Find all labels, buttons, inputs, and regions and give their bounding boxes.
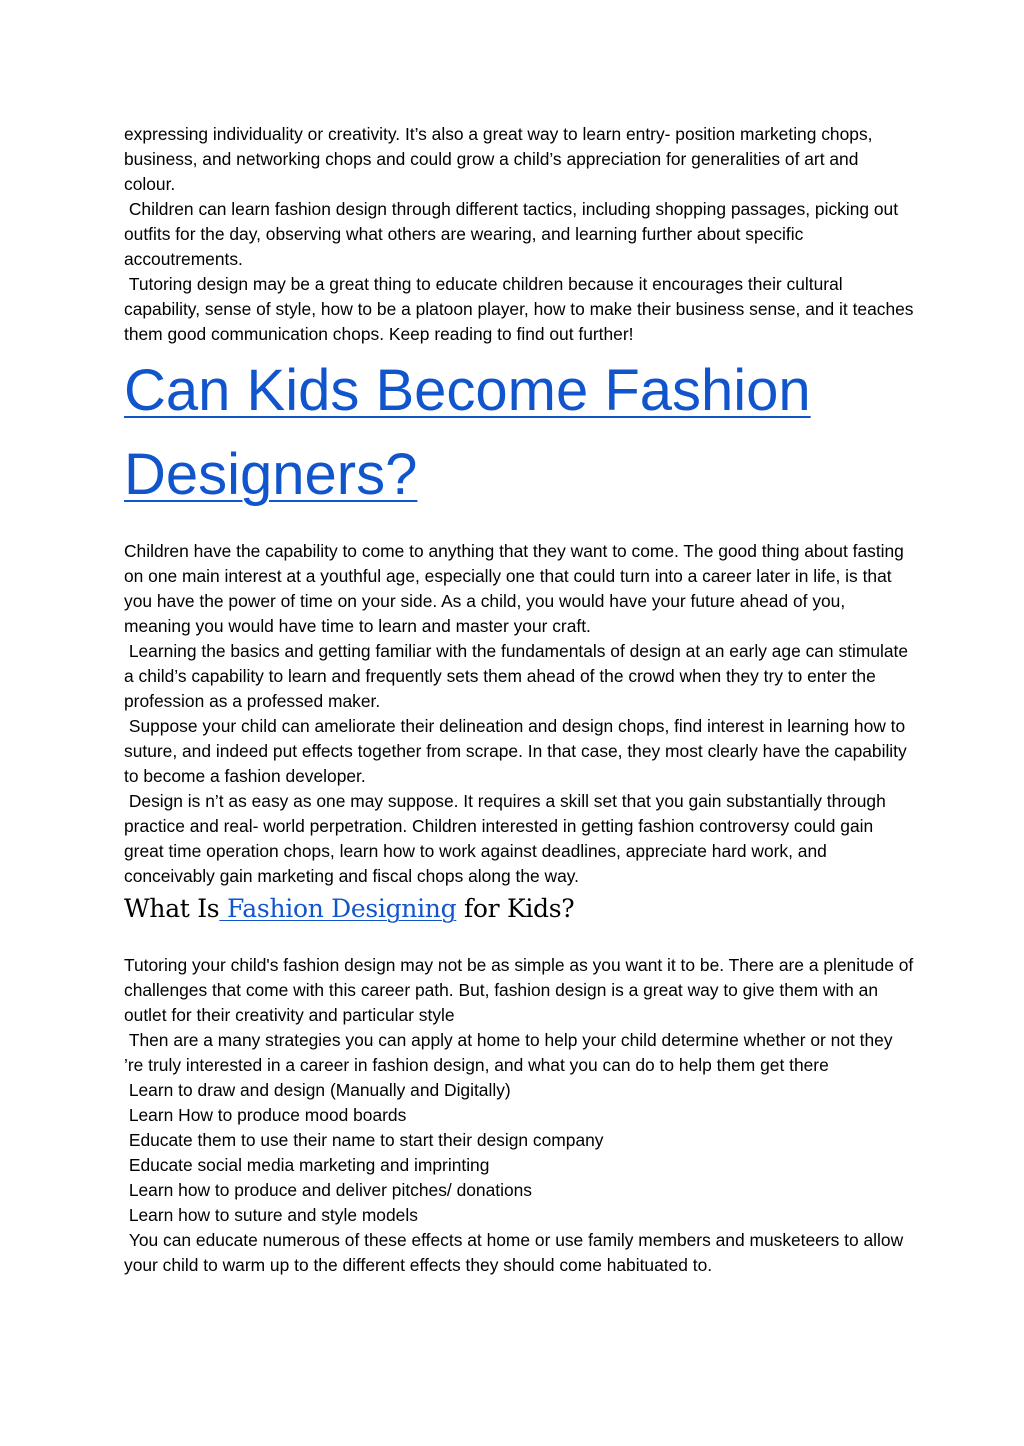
section2-paragraph: You can educate numerous of these effects at home or use family members and musketeers to allow your child to warm up to the different effects they should come habituated to.: [124, 1230, 908, 1275]
intro-paragraph: expressing individuality or creativity. It’s also a great way to learn entry- position marketing chops, business, and networking chops and could grow a child’s appreciation for generalities of art and colour.: [124, 124, 878, 194]
section1-paragraph: Children have the capability to come to anything that they want to come. The good thing about fasting on one main interest at a youthful age, especially one that could turn into a career later in life, is that you have the power of time on your side. As a child, you would have your future ahead of you, meaning you would have time to learn and master your craft.: [124, 541, 909, 636]
heading-what-is-fashion-designing: [124, 889, 914, 929]
section1-paragraph: Design is n’t as easy as one may suppose. It requires a skill set that you gain substantially through practice and real- world perpetration. Children interested in getting fashion controversy could gain great time operation chops, learn how to work against deadlines, appreciate hard work, and conceivably gain marketing and fiscal chops along the way.: [124, 791, 891, 886]
section1-paragraph: Suppose your child can ameliorate their delineation and design chops, find interest in learning how to suture, and indeed put effects together from scrape. In that case, they most clearly have the capability to become a fashion developer.: [124, 716, 912, 786]
heading-2-suffix: for Kids?: [456, 894, 575, 923]
intro-paragraph: Children can learn fashion design through different tactics, including shopping passages, picking out outfits for the day, observing what others are wearing, and learning further about specific accoutrements.: [124, 199, 903, 269]
list-item: Learn how to produce and deliver pitches/ donations: [124, 1180, 532, 1200]
fashion-designing-link[interactable]: Fashion Designing: [219, 894, 457, 923]
section2-paragraph: Tutoring your child's fashion design may not be as simple as you want it to be. There are a plenitude of challenges that come with this career path. But, fashion design is a great way to give them with an outlet for their creativity and particular style: [124, 955, 919, 1025]
section1-paragraph: Learning the basics and getting familiar with the fundamentals of design at an early age can stimulate a child’s capability to learn and frequently sets them ahead of the crowd when they try to enter the profession as a professed maker.: [124, 641, 913, 711]
heading-line-1: Can Kids Become Fashion: [124, 358, 811, 423]
list-item: Learn how to suture and style models: [124, 1205, 418, 1225]
heading-line-2: Designers?: [124, 442, 418, 507]
list-item: Learn How to produce mood boards: [124, 1105, 407, 1125]
heading-link[interactable]: [124, 358, 811, 507]
heading-spacer: [124, 517, 914, 539]
list-item: Learn to draw and design (Manually and Digitally): [124, 1080, 511, 1100]
list-item: Educate them to use their name to start their design company: [124, 1130, 604, 1150]
document-content: [124, 122, 919, 1278]
intro-paragraph: Tutoring design may be a great thing to educate children because it encourages their cultural capability, sense of style, how to be a platoon player, how to make their business sense, and it teaches them good communication chops. Keep reading to find out further!: [124, 274, 919, 344]
heading-2-prefix: What Is: [124, 894, 220, 923]
heading-spacer: [124, 929, 914, 953]
heading-can-kids-become-designers: [124, 349, 914, 517]
section2-paragraph: Then are a many strategies you can apply at home to help your child determine whether or not they ’re truly interested in a career in fashion design, and what you can do to help them get there: [124, 1030, 898, 1075]
list-item: Educate social media marketing and imprinting: [124, 1155, 490, 1175]
